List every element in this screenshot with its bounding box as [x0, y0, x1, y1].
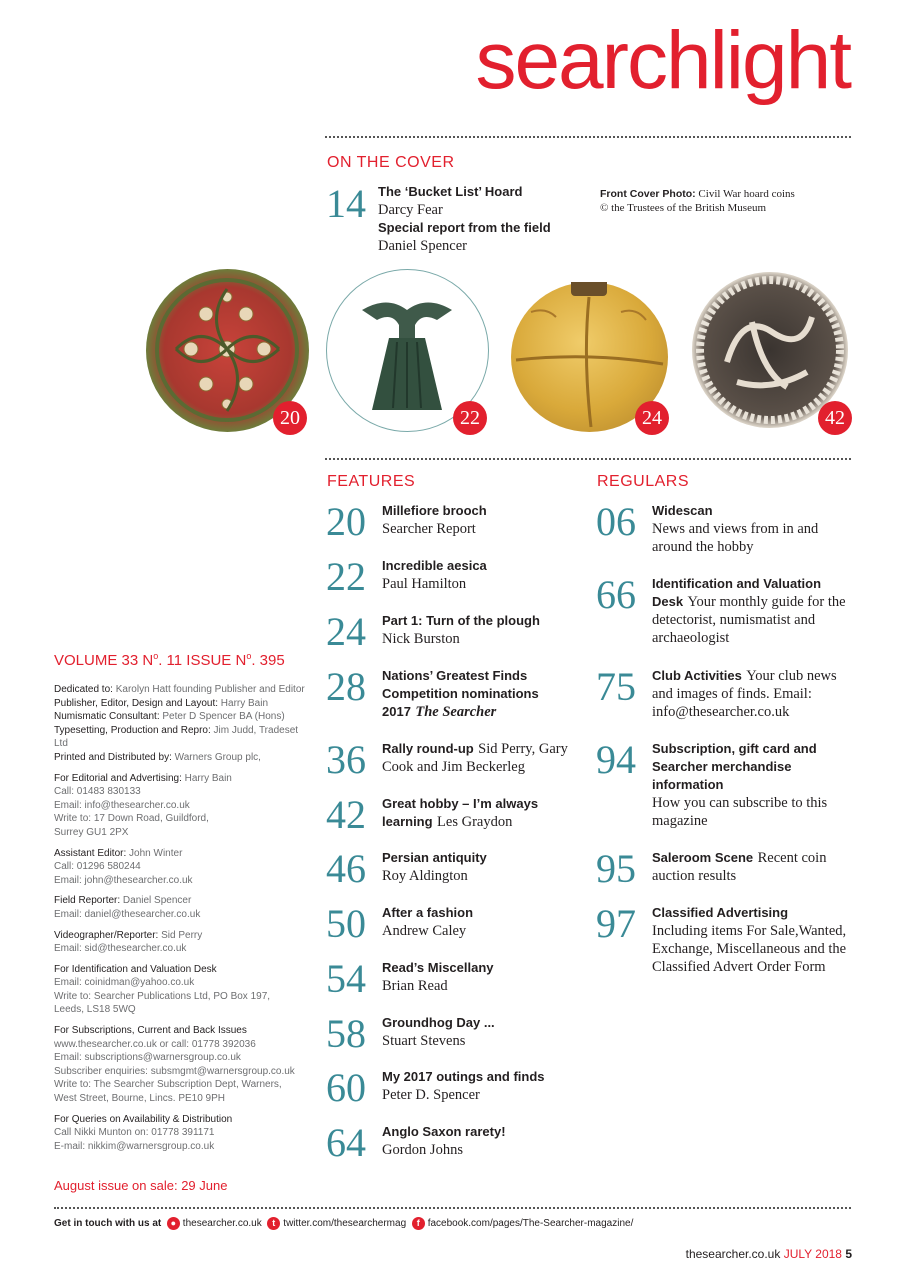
feature-author: Stuart Stevens: [382, 1033, 466, 1049]
credit-key: Publisher, Editor, Design and Layout:: [54, 697, 218, 709]
facebook-icon: f: [412, 1217, 425, 1230]
web-icon: ●: [167, 1217, 180, 1230]
credit-line: West Street, Bourne, Lincs. PE10 9PH: [54, 1093, 226, 1105]
image-badge-22: 22: [453, 401, 487, 435]
credit-key: Dedicated to:: [54, 684, 113, 695]
feature-author: Les Graydon: [437, 814, 513, 830]
credit-value: Warners Group plc,: [174, 751, 261, 763]
feature-title: After a fashion: [382, 905, 474, 920]
feature-page-number: 50: [326, 901, 366, 946]
volume-issue: [54, 651, 285, 669]
feature-title: Read’s Miscellany: [382, 960, 494, 975]
credit-key: For Queries on Availability & Distribution: [54, 1113, 233, 1125]
page-number: 5: [845, 1247, 852, 1261]
cover-story: [378, 183, 598, 255]
photo-text-2: © the Trustees of the British Museum: [600, 202, 767, 214]
facebook-link[interactable]: facebook.com/pages/The-Searcher-magazine/: [427, 1218, 634, 1230]
feature-page-number: 54: [326, 956, 366, 1001]
regular-description: News and views from in and around the hobby: [652, 521, 819, 555]
volume-label: VOLUME 33 N: [54, 652, 154, 669]
credit-line: Subscriber enquiries: subsmgmt@warnersgroup.co.uk: [54, 1065, 295, 1077]
feature-author: Andrew Caley: [382, 923, 467, 939]
feature-title: Part 1: Turn of the plough: [382, 613, 540, 628]
credit-key: For Identification and Valuation Desk: [54, 963, 217, 975]
credit-key: For Subscriptions, Current and Back Issues: [54, 1025, 247, 1037]
credit-key: Typesetting, Production and Repro:: [54, 724, 211, 736]
twitter-icon: t: [267, 1217, 280, 1230]
feature-title: Nations’ Greatest Finds Competition nominations 2017: [382, 668, 539, 719]
credit-key: Assistant Editor:: [54, 847, 127, 859]
feature-title: My 2017 outings and finds: [382, 1069, 545, 1084]
credit-line: Email: info@thesearcher.co.uk: [54, 799, 190, 811]
credit-line: Write to: The Searcher Subscription Dept, Warners,: [54, 1079, 282, 1091]
contact-footer: [54, 1217, 633, 1230]
regular-page-number: 94: [596, 737, 636, 782]
credit-line: E-mail: nikkim@warnersgroup.co.uk: [54, 1140, 215, 1152]
feature-title: Rally round-up: [382, 741, 474, 756]
regular-title: Classified Advertising: [652, 905, 789, 920]
regular-description: Recent coin auction results: [652, 850, 827, 884]
regular-title: Subscription, gift card and Searcher merchandise information: [652, 741, 817, 792]
photo-text-1: Civil War hoard coins: [698, 188, 795, 200]
feature-author: The Searcher: [415, 704, 497, 720]
regular-description: How you can subscribe to this magazine: [652, 795, 828, 829]
feature-author: Nick Burston: [382, 631, 460, 647]
credit-value: Peter D Spencer BA (Hons): [162, 711, 285, 723]
regular-title: Widescan: [652, 503, 713, 518]
feature-title: Groundhog Day ...: [382, 1015, 495, 1030]
feature-page-number: 64: [326, 1120, 366, 1165]
credit-line: Write to: Searcher Publications Ltd, PO Box 197,: [54, 990, 271, 1002]
features-heading: FEATURES: [327, 473, 416, 490]
feature-title: Incredible aesica: [382, 558, 487, 573]
credit-line: Email: sid@thesearcher.co.uk: [54, 943, 187, 955]
regular-description: Including items For Sale,Wanted, Exchange, Miscellaneous and the Classified Advert Order Form: [652, 923, 847, 975]
feature-author: Peter D. Spencer: [382, 1087, 480, 1103]
feature-page-number: 24: [326, 609, 366, 654]
feature-page-number: 36: [326, 737, 366, 782]
twitter-link[interactable]: twitter.com/thesearchermag: [283, 1218, 407, 1230]
credit-key: Printed and Distributed by:: [54, 751, 172, 763]
credit-key: Numismatic Consultant:: [54, 711, 160, 723]
feature-author: Sid Perry, Gary Cook and Jim Beckerleg: [382, 741, 568, 775]
regular-page-number: 97: [596, 901, 636, 946]
divider-top: [325, 136, 851, 138]
credit-key: Field Reporter:: [54, 895, 121, 907]
credit-line: Email: john@thesearcher.co.uk: [54, 874, 193, 886]
page-footer: [686, 1247, 852, 1261]
regular-page-number: 95: [596, 846, 636, 891]
cover-author-2: Daniel Spencer: [378, 238, 467, 254]
cover-title-1: The ‘Bucket List’ Hoard: [378, 184, 523, 199]
credit-key: For Editorial and Advertising:: [54, 772, 182, 784]
credit-line: Email: coinidman@yahoo.co.uk: [54, 977, 195, 989]
regular-description: Your monthly guide for the detectorist, numismatist and archaeologist: [652, 594, 846, 646]
regular-description: Your club news and images of finds. Email: info@thesearcher.co.uk: [652, 668, 837, 720]
credit-line: Email: daniel@thesearcher.co.uk: [54, 908, 201, 920]
feature-title: Millefiore brooch: [382, 503, 487, 518]
masthead-logo: [475, 15, 850, 106]
feature-author: Paul Hamilton: [382, 576, 467, 592]
cover-page-number: 14: [326, 181, 366, 226]
photo-label: Front Cover Photo:: [600, 188, 696, 200]
cover-title-2: Special report from the field: [378, 220, 551, 235]
credit-value: Harry Bain: [220, 697, 269, 709]
regular-title: Saleroom Scene: [652, 850, 754, 865]
feature-page-number: 46: [326, 846, 366, 891]
footer-month: JULY 2018: [783, 1247, 842, 1261]
image-badge-42: 42: [818, 401, 852, 435]
volume-superscript-2: o: [246, 651, 252, 661]
credit-value: Jim Judd, Tradeset Ltd: [54, 724, 299, 750]
regulars-heading: REGULARS: [597, 473, 690, 490]
regular-title: Identification and Valuation Desk: [652, 576, 822, 609]
divider-bottom: [54, 1207, 851, 1209]
credit-line: Call: 01483 830133: [54, 786, 141, 798]
feature-page-number: 60: [326, 1065, 366, 1110]
credit-value: Daniel Spencer: [122, 895, 192, 907]
feature-author: Gordon Johns: [382, 1142, 463, 1158]
feature-author: Brian Read: [382, 978, 448, 994]
logo-part-light: light: [709, 15, 850, 106]
regular-title: Club Activities: [652, 668, 742, 683]
feature-title: Anglo Saxon rarety!: [382, 1124, 506, 1139]
volume-superscript-1: o: [153, 651, 159, 661]
credit-value: Harry Bain: [184, 772, 232, 784]
feature-author: Searcher Report: [382, 521, 476, 537]
credit-line: Write to: 17 Down Road, Guildford,: [54, 813, 209, 825]
issue-number: . 395: [251, 652, 285, 669]
logo-part-search: search: [475, 15, 710, 106]
feature-page-number: 20: [326, 499, 366, 544]
feature-page-number: 42: [326, 792, 366, 837]
issue-label: . 11 ISSUE N: [158, 652, 247, 669]
feature-page-number: 22: [326, 554, 366, 599]
regular-page-number: 75: [596, 664, 636, 709]
footer-site: thesearcher.co.uk: [685, 1247, 781, 1261]
feature-page-number: 28: [326, 664, 366, 709]
on-sale-notice: August issue on sale: 29 June: [54, 1178, 228, 1193]
web-link[interactable]: thesearcher.co.uk: [182, 1218, 262, 1230]
on-the-cover-heading: ON THE COVER: [327, 154, 455, 171]
get-in-touch-label: Get in touch with us at: [54, 1218, 162, 1230]
regular-page-number: 06: [596, 499, 636, 544]
credit-key: Videographer/Reporter:: [54, 929, 159, 941]
feature-page-number: 58: [326, 1011, 366, 1056]
image-badge-20: 20: [273, 401, 307, 435]
cover-author-1: Darcy Fear: [378, 202, 443, 218]
credit-value: John Winter: [129, 847, 183, 859]
credit-line: www.thesearcher.co.uk or call: 01778 392036: [54, 1038, 256, 1050]
feature-title: Persian antiquity: [382, 850, 487, 865]
credit-line: Leeds, LS18 5WQ: [54, 1004, 136, 1016]
credit-value: Karolyn Hatt founding Publisher and Editor: [115, 684, 305, 695]
credit-line: Call: 01296 580244: [54, 861, 141, 873]
credit-line: Surrey GU1 2PX: [54, 826, 129, 838]
credit-line: Email: subscriptions@warnersgroup.co.uk: [54, 1052, 241, 1064]
feature-author: Roy Aldington: [382, 868, 468, 884]
divider-mid: [325, 458, 851, 460]
feature-title: Great hobby – I’m always learning: [382, 796, 539, 829]
regular-page-number: 66: [596, 572, 636, 617]
front-cover-photo-credit: [600, 187, 840, 215]
credit-line: Call Nikki Munton on: 01778 391171: [54, 1127, 215, 1139]
image-badge-24: 24: [635, 401, 669, 435]
credit-value: Sid Perry: [161, 929, 203, 941]
credits-block: [54, 683, 314, 1160]
